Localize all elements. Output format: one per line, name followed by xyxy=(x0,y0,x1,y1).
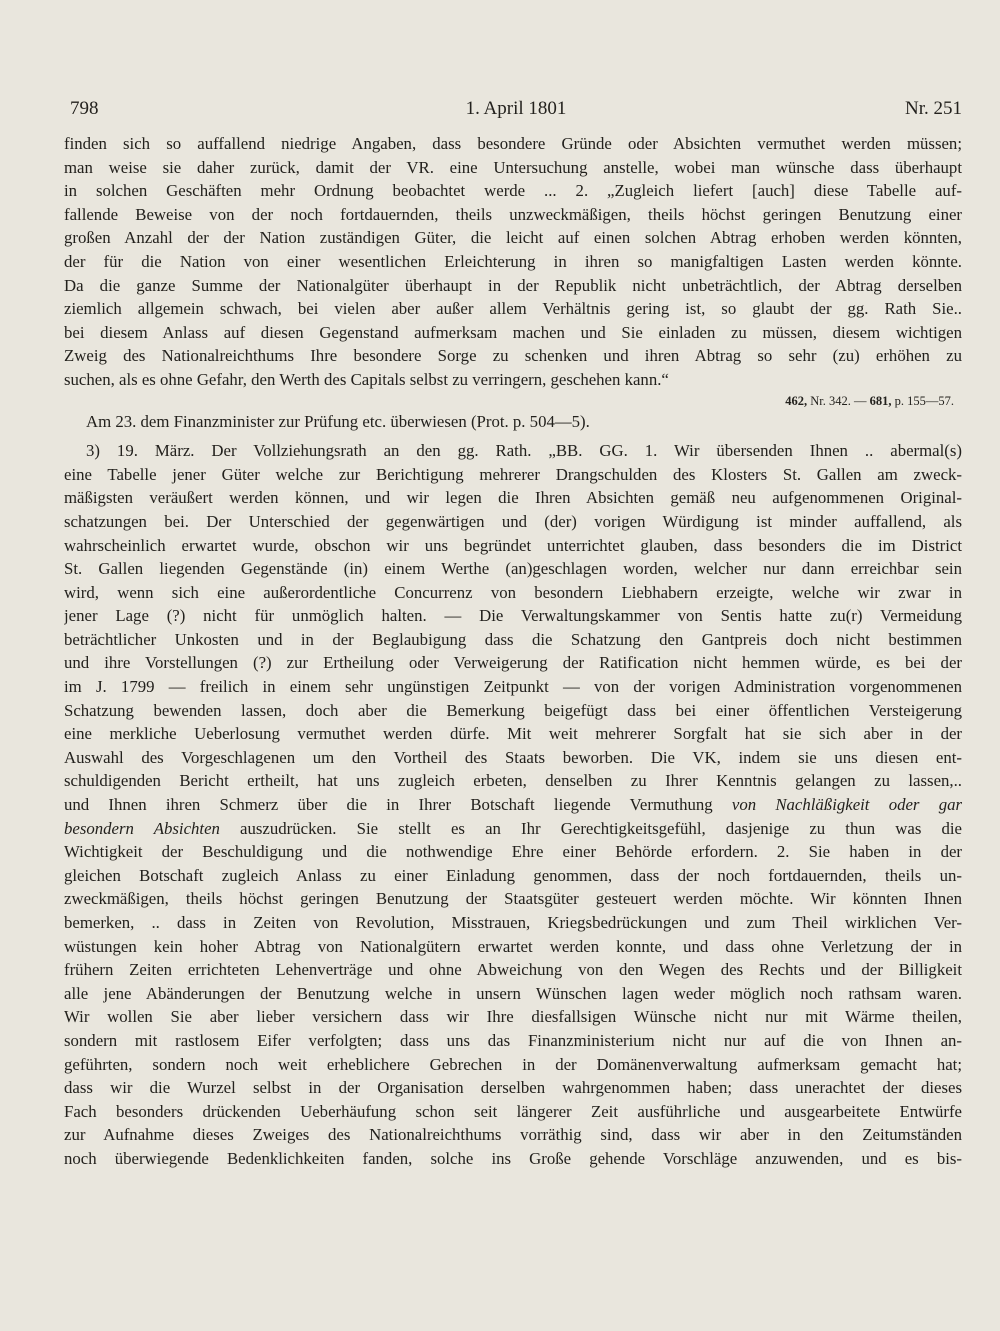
text-line: noch überwiegende Bedenklichkeiten fanden, solche ins Große gehende Vorschläge anzuwenden, und es bis- xyxy=(64,1148,962,1168)
text-line: bei diesem Anlass auf diesen Gegenstand aufmerksam machen und Sie einladen zu müssen, diesem wichtigen xyxy=(64,322,962,342)
italic-phrase-1: von Nachläßigkeit oder gar xyxy=(731,795,962,815)
text-line: wird, wenn sich eine außerordentliche Concurrenz von besondern Liebhabern erzeigte, welche wir zwar in xyxy=(64,582,962,602)
text-line: eine Tabelle jener Güter welche zur Berichtigung mehrerer Drangschulden des Klosters St. Gallen am zweck- xyxy=(64,464,962,484)
text-line: finden sich so auffallend niedrige Angaben, dass besondere Gründe oder Absichten vermuthet werden müssen; xyxy=(64,134,962,153)
text-line: und ihre Vorstellungen (?) zur Ertheilung oder Verweigerung der Ratification nicht hemmen würde, es bei der xyxy=(64,653,962,673)
text-line: wahrscheinlich erwartet wurde, obschon wir uns begründet unterrichtet glauben, dass besonders die im District xyxy=(64,535,962,555)
text-line: der für die Nation von einer wesentlichen Erleichterung in ihren so manigfaltigen Lasten werden könnte. xyxy=(64,251,962,271)
text-line: man weise sie daher zurück, damit der VR. eine Untersuchung anstelle, wobei man wünsche dass überhaupt xyxy=(64,157,962,177)
text-line: jener Lage (?) nicht für unmöglich halten. — Die Verwaltungskammer von Sentis hatte zu(r) Vermeidung xyxy=(64,606,962,626)
text-line xyxy=(64,793,962,817)
reference-dash: — xyxy=(854,393,867,408)
text-line: frühern Zeiten errichteten Lehenverträge und ohne Abweichung von den Wegen des Rechts und der Billigkeit xyxy=(64,960,962,980)
text-line: Schatzung bewenden lassen, doch aber die Bemerkung beigefügt dass bei einer öffentlichen Versteigerung xyxy=(64,700,962,720)
text-line: ziemlich allgemein schwach, bei vielen aber außer allem Verhältnis gering ist, so glaubt der gg. Rath Sie.. xyxy=(64,299,962,319)
text-line: Zweig des Nationalreichthums Ihre besondere Sorge zu schenken und ihren Abtrag so sehr (zu) erhöhen zu xyxy=(64,346,962,366)
page-body xyxy=(64,132,962,1171)
text-line: großen Anzahl der der Nation zuständigen Güter, die leicht auf einen solchen Abtrag erhoben werden könnten, xyxy=(64,228,962,248)
text-line: mäßigsten veräußert werden können, und wir legen die Ihren Absichten gemäß neu aufgenommenen Original- xyxy=(64,488,962,508)
text-line: Fach besonders drückenden Ueberhäufung schon seit längerer Zeit ausführliche und ausgearbeitete Entwürfe xyxy=(64,1101,962,1121)
text-line: gleichen Botschaft zugleich Anlass zu einer Einladung genommen, dass der noch fortdauernden, theils un- xyxy=(64,865,962,885)
text-line: Auswahl des Vorgeschlagenen um den Vortheil des Staats beworben. Die VK, indem sie uns diesen ent- xyxy=(64,747,962,767)
text-line: in solchen Geschäften mehr Ordnung beobachtet werde ... 2. „Zugleich liefert [auch] diese Tabelle auf- xyxy=(64,181,962,201)
source-reference xyxy=(64,392,962,410)
text-segment: und Ihnen ihren Schmerz über die in Ihrer Botschaft liegende Vermuthung xyxy=(64,795,732,815)
reference-number-2: 681, xyxy=(869,393,892,408)
reference-number-1: 462, xyxy=(785,393,808,408)
paragraph-1 xyxy=(64,132,962,392)
text-line: schatzungen bei. Der Unterschied der gegenwärtigen und (der) vorigen Würdigung ist minder auffallend, als xyxy=(64,511,962,531)
text-line: fallende Beweise von der noch fortdauernden, theils unzweckmäßigen, theils höchst geringen Benutzung einer xyxy=(64,204,962,224)
text-line: dass wir die Wurzel selbst in der Organisation derselben wahrgenommen haben; dass unerachtet der dieses xyxy=(64,1078,962,1098)
text-line: zur Aufnahme dieses Zweiges des Nationalreichthums vorräthig sind, dass wir aber in den Zeitumständen xyxy=(64,1125,962,1145)
text-line: suchen, als es ohne Gefahr, den Werth des Capitals selbst zu verringern, geschehen kann.“ xyxy=(64,369,669,389)
header-date: 1. April 1801 xyxy=(465,98,567,119)
reference-nr: Nr. 342. xyxy=(810,393,851,408)
text-line: alle jene Abänderungen der Benutzung welche in unsern Wünschen lagen weder möglich noch rathsam waren. xyxy=(64,983,962,1003)
text-line: bemerken, .. dass in Zeiten von Revolution, Misstrauen, Kriegsbedrückungen und zum Theil wirklichen Ver- xyxy=(64,913,962,932)
text-line: zweckmäßigen, theils höchst geringen Benutzung der Staatsgüter gesteuert werden möchte. Wir könnten Ihnen xyxy=(64,889,962,909)
text-line xyxy=(64,817,962,841)
text-line: im J. 1799 — freilich in einem sehr ungünstigen Zeitpunkt — von der vorigen Administration vorgenommenen xyxy=(64,677,962,697)
reference-pages: p. 155—57. xyxy=(894,393,954,408)
text-line: 3) 19. März. Der Vollziehungsrath an den gg. Rath. „BB. GG. 1. Wir übersenden Ihnen .. abermal(s) xyxy=(86,441,962,461)
text-line: sondern mit rastlosem Eifer verfolgten; dass uns das Finanzministerium nicht nur auf die von Ihnen an- xyxy=(64,1030,962,1050)
text-line: St. Gallen liegenden Gegenstände (in) einem Werthe (an)geschlagen worden, welcher nur dann erreichbar sein xyxy=(64,559,962,579)
paragraph-2 xyxy=(64,439,962,1170)
text-line: wüstungen kein hoher Abtrag von Nationalgütern erwartet werden konnte, und dass ohne Verletzung der in xyxy=(64,936,962,956)
text-line: geführten, sondern noch weit erheblichere Gebrechen in der Domänenverwaltung aufmerksam gemacht hat; xyxy=(64,1054,962,1074)
text-segment: auszudrücken. Sie stellt es an Ihr Gerechtigkeitsgefühl, dasjenige zu thun was die xyxy=(219,818,962,838)
document-number: Nr. 251 xyxy=(905,98,962,119)
page-number: 798 xyxy=(70,98,99,119)
text-line: Da die ganze Summe der Nationalgüter überhaupt in der Republik nicht unbeträchtlich, der Abtrag derselben xyxy=(64,275,962,295)
text-line: schuldigenden Bericht ertheilt, hat uns zugleich erbeten, denselben zu Ihrer Kenntnis gelangen zu lassen,.. xyxy=(64,771,962,791)
editorial-note: Am 23. dem Finanzminister zur Prüfung etc. überwiesen (Prot. p. 504—5). xyxy=(86,411,590,431)
italic-phrase-2: besondern Absichten xyxy=(64,818,220,838)
text-line: Wichtigkeit der Beschuldigung und die nothwendige Ehre einer Behörde erfordern. 2. Sie haben in der xyxy=(64,842,962,862)
text-line: eine merkliche Ueberlosung vermuthet werden dürfe. Mit weit mehrerer Sorgfalt hat sie sich aber in der xyxy=(64,724,962,744)
text-line: Wir wollen Sie aber lieber versichern dass wir Ihre diesfallsigen Wünsche nicht nur mit Wärme theilen, xyxy=(64,1007,962,1027)
text-line: beträchtlicher Unkosten und in der Beglaubigung dass die Schatzung den Gantpreis doch nicht bestimmen xyxy=(64,629,962,649)
page-header xyxy=(70,98,962,124)
